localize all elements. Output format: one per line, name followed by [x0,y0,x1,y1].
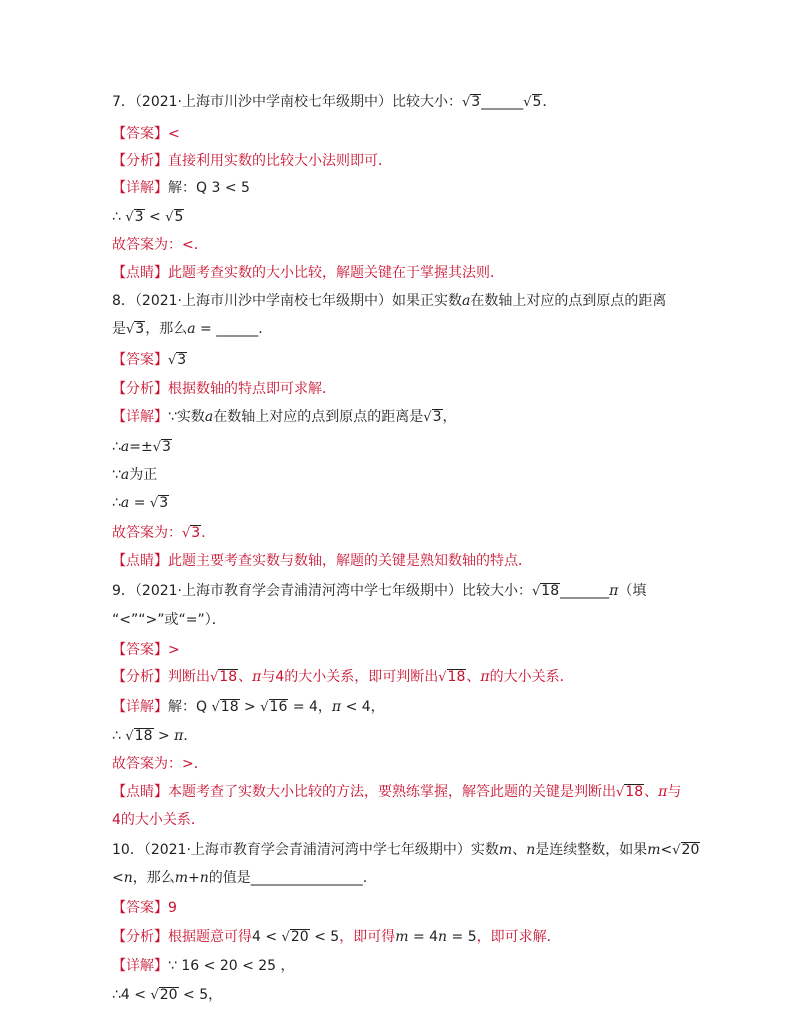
q8-step3: ∴a = √3 [112,495,169,511]
q9-detail: 【详解】解：Q √18 > √16 = 4，π < 4， [112,699,385,715]
q9-remark: 【点睛】本题考查了实数大小比较的方法，要熟练掌握，解答此题的关键是判断出√18、π与 [112,784,682,800]
q7-analysis: 【分析】直接利用实数的比较大小法则即可． [112,153,392,169]
q9-analysis: 【分析】判断出√18、π与4的大小关系，即可判断出√18、π的大小关系． [112,669,574,685]
q7-answer: 【答案】< [112,126,180,142]
question-10: 10．（2021·上海市教育学会青浦清河湾中学七年级期中）实数m、n是连续整数，如果m<√20 [112,842,700,858]
q8-analysis: 【分析】根据数轴的特点即可求解． [112,381,336,397]
q8-conclusion: 故答案为：√3． [112,525,216,541]
q8-step2: ∵a为正 [112,467,158,483]
sqrt-3: √3 [462,94,481,110]
question-9-cont: “<”“>”或“=”）． [112,612,226,628]
q7-remark: 【点睛】此题考查实数的大小比较，解题关键在于掌握其法则． [112,265,504,281]
question-8-cont: 是√3，那么a = ______. [112,321,263,337]
q9-remark-cont: 4的大小关系． [112,812,205,828]
q7-conclusion: 故答案为：<． [112,237,208,253]
question-8: 8．（2021·上海市川沙中学南校七年级期中）如果正实数a在数轴上对应的点到原点的距离 [112,293,667,309]
q9-answer: 【答案】> [112,642,180,658]
sqrt-5: √5 [523,94,542,110]
question-10-cont: <n，那么m+n的值是________________. [112,870,368,886]
q9-conclusion: 故答案为：>． [112,756,208,772]
q8-remark: 【点睛】此题主要考查实数与数轴，解题的关键是熟知数轴的特点． [112,553,532,569]
q10-detail: 【详解】∵ 16 < 20 < 25 ， [112,958,295,974]
q9-step: ∴ √18 > π． [112,728,198,744]
q8-detail: 【详解】∵实数a在数轴上对应的点到原点的距离是√3， [112,409,457,425]
q10-step: ∴4 < √20 < 5， [112,987,223,1003]
q10-answer: 【答案】9 [112,900,177,916]
q8-answer: 【答案】√3 [112,352,187,368]
question-9: 9．（2021·上海市教育学会青浦清河湾中学七年级期中）比较大小：√18_______π（填 [112,583,647,599]
q10-analysis: 【分析】根据题意可得4 < √20 < 5，即可得m = 4n = 5，即可求解． [112,929,561,945]
q7-step: ∴ √3 < √5 [112,209,184,225]
q7-detail: 【详解】解：Q 3 < 5 [112,180,250,196]
q8-step1: ∴a=±√3 [112,439,171,455]
question-7: 7．（2021·上海市川沙中学南校七年级期中）比较大小：√3______√5． [112,92,754,113]
